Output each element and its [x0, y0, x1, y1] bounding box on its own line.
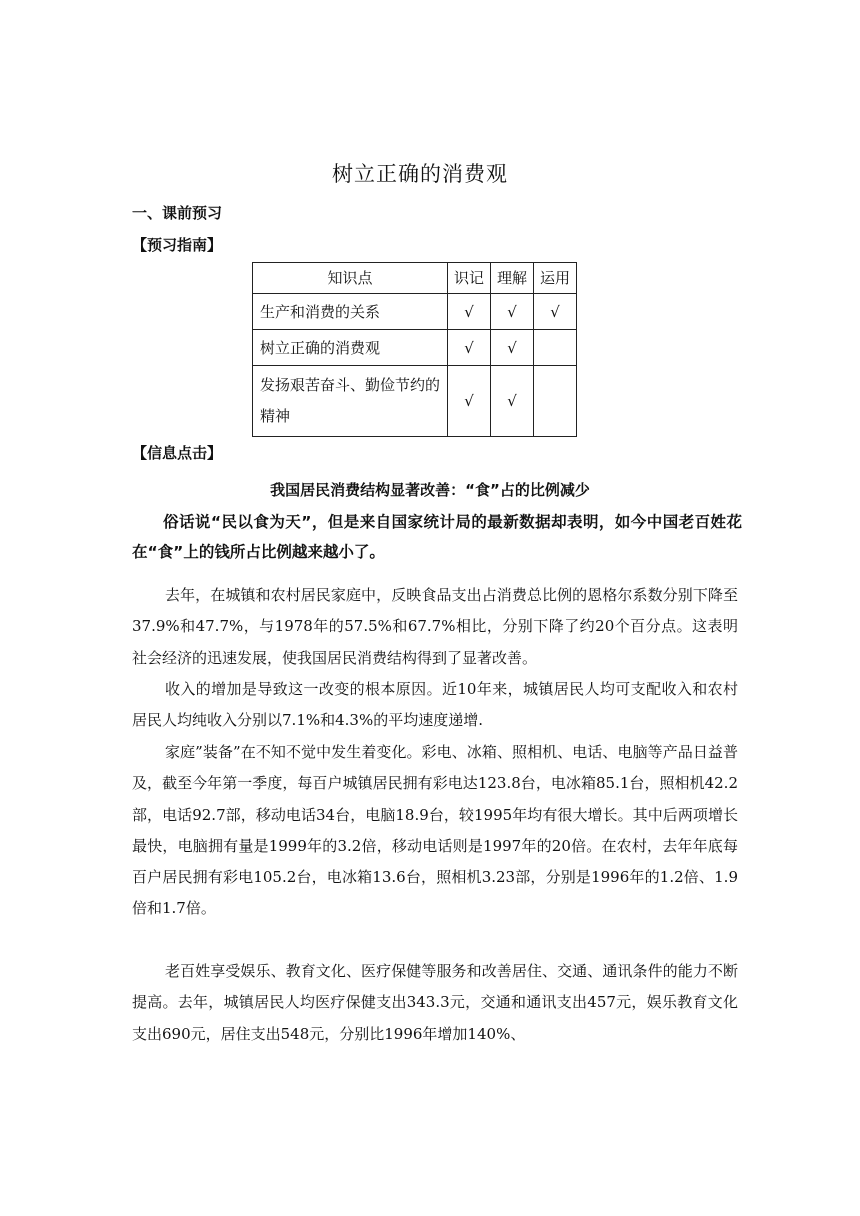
table-cell: 发扬艰苦奋斗、勤俭节约的精神: [253, 366, 448, 437]
table-row: [253, 330, 577, 366]
table-cell: 生产和消费的关系: [253, 294, 448, 330]
check-mark: √: [491, 366, 534, 437]
check-mark: √: [491, 330, 534, 366]
paragraph: 家庭”装备”在不知不觉中发生着变化。彩电、冰箱、照相机、电话、电脑等产品日益普及，截至今年第一季度，每百户城镇居民拥有彩电达123.8台，电冰箱85.1台，照相机42.2部，电话92.7部，移动电话34台，电脑18.9台，较1995年均有很大增长。其中后两项增长最快，电脑拥有量是1999年的3.2倍，移动电话则是1997年的20倍。在农村，去年年底每百户居民拥有彩电105.2台，电冰箱13.6台，照相机3.23部，分别是1996年的1.2倍、1.9倍和1.7倍。: [132, 743, 738, 918]
check-mark: √: [491, 294, 534, 330]
check-mark: √: [448, 366, 491, 437]
check-mark: √: [448, 330, 491, 366]
table-header-cell: 理解: [491, 263, 534, 294]
table-header-cell: 运用: [534, 263, 577, 294]
page-title: 树立正确的消费观: [332, 162, 508, 186]
article-title: 我国居民消费结构显著改善：“食”占的比例减少: [270, 481, 590, 499]
article-lead: 俗话说“民以食为天”，但是来自国家统计局的最新数据却表明，如今中国老百姓花在“食”上的钱所占比例越来越小了。: [132, 513, 742, 561]
paragraph: 去年，在城镇和农村居民家庭中，反映食品支出占消费总比例的恩格尔系数分别下降至37.9%和47.7%，与1978年的57.5%和67.7%相比，分别下降了约20个百分点。这表明社会经济的迅速发展，使我国居民消费结构得到了显著改善。: [132, 586, 738, 667]
check-mark: √: [534, 294, 577, 330]
paragraph: 收入的增加是导致这一改变的根本原因。近10年来，城镇居民人均可支配收入和农村居民人均纯收入分别以7.1%和4.3%的平均速度递增.: [132, 680, 738, 730]
table-row: [253, 294, 577, 330]
table-cell: 树立正确的消费观: [253, 330, 448, 366]
table-header-cell: 知识点: [253, 263, 448, 294]
check-mark: √: [448, 294, 491, 330]
guide-heading: 【预习指南】: [132, 236, 223, 254]
knowledge-table: [252, 262, 577, 437]
table-header-row: [253, 263, 577, 294]
check-mark: [534, 366, 577, 437]
info-heading: 【信息点击】: [132, 444, 223, 462]
paragraph: 老百姓享受娱乐、教育文化、医疗保健等服务和改善居住、交通、通讯条件的能力不断提高。去年，城镇居民人均医疗保健支出343.3元，交通和通讯支出457元，娱乐教育文化支出690元，居住支出548元，分别比1996年增加140%、: [132, 962, 738, 1043]
table-header-cell: 识记: [448, 263, 491, 294]
check-mark: [534, 330, 577, 366]
section-heading: 一、课前预习: [132, 204, 223, 222]
table-row: [253, 366, 577, 437]
